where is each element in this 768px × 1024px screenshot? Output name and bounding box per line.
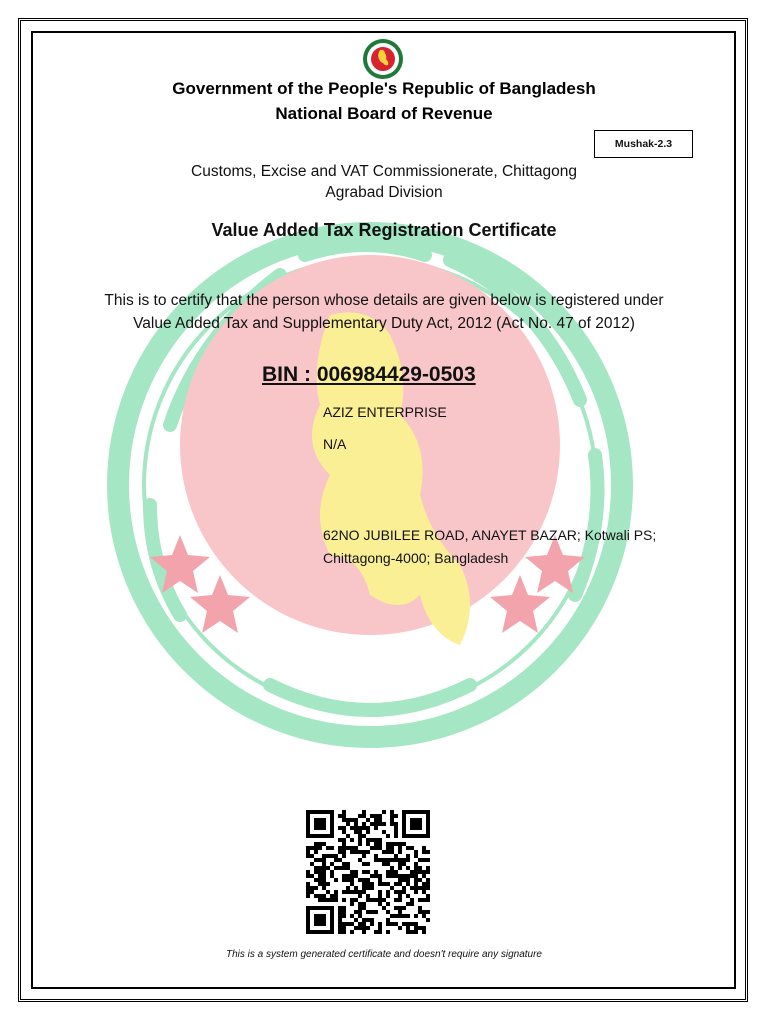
form-number-badge: Mushak-2.3: [594, 130, 693, 158]
qr-code: [306, 810, 430, 934]
statement-line-2: Value Added Tax and Supplementary Duty Act, 2012 (Act No. 47 of 2012): [133, 315, 635, 332]
bangladesh-emblem-icon: [362, 38, 404, 80]
statement-line-1: This is to certify that the person whose details are given below is registered under: [104, 292, 664, 309]
government-title: Government of the People's Republic of Bangladesh: [172, 79, 596, 98]
registrant-name: AZIZ ENTERPRISE: [323, 404, 447, 420]
address-line-2: Chittagong-4000; Bangladesh: [323, 550, 509, 566]
certificate-title: Value Added Tax Registration Certificate: [211, 220, 557, 240]
bin-number: BIN : 006984429-0503: [262, 363, 476, 386]
board-title: National Board of Revenue: [275, 104, 493, 123]
trade-name: N/A: [323, 436, 347, 452]
commissionerate-name: Customs, Excise and VAT Commissionerate, Chittagong: [191, 163, 577, 180]
system-generated-note: This is a system generated certificate and doesn't require any signature: [226, 949, 542, 960]
address-line-1: 62NO JUBILEE ROAD, ANAYET BAZAR; Kotwali PS;: [323, 527, 657, 543]
division-name: Agrabad Division: [325, 184, 443, 201]
certification-statement: [60, 289, 708, 335]
